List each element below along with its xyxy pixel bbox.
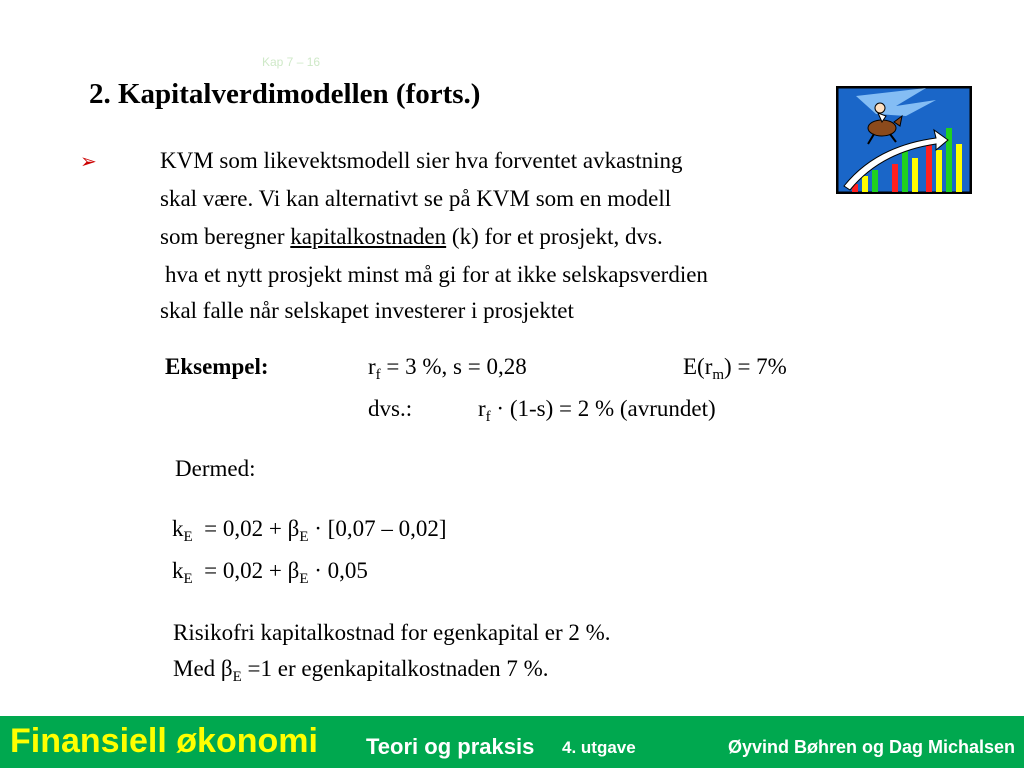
rf-symbol: r	[368, 354, 376, 379]
example-label: Eksempel:	[165, 354, 269, 379]
bullet-arrow-icon: ➢	[80, 151, 97, 173]
slide-title: 2. Kapitalverdimodellen (forts.)	[89, 78, 481, 110]
example-rf	[368, 354, 527, 383]
dermed-text: Dermed:	[175, 456, 256, 481]
eq2-rest: · 0,05	[308, 558, 368, 583]
eq1-beta-sub: E	[299, 529, 309, 545]
conclusion-1: Risikofri kapitalkostnad for egenkapital er 2 %.	[173, 620, 611, 645]
body-line-5: skal falle når selskapet investerer i prosjektet	[160, 298, 574, 323]
eq1-k-sub: E	[183, 529, 193, 545]
example-erm	[683, 354, 787, 383]
eq2-k-sub: E	[183, 571, 193, 587]
equation-1	[172, 516, 447, 545]
calc-symbol: r	[478, 396, 486, 421]
footer-subtitle: Teori og praksis	[366, 734, 535, 759]
concl2-sub: E	[232, 669, 242, 685]
body-line-1: KVM som likevektsmodell sier hva forventet avkastning	[160, 148, 683, 173]
body-line-3-pre: som beregner	[160, 224, 291, 249]
footer-bar	[0, 716, 1024, 768]
rf-values: = 3 %, s = 0,28	[380, 354, 527, 379]
equation-2	[172, 558, 368, 587]
erm-symbol: E(r	[683, 354, 713, 379]
example-dvs: dvs.:	[368, 396, 413, 421]
body-line-3-post: (k) for et prosjekt, dvs.	[446, 224, 663, 249]
erm-value: ) = 7%	[724, 354, 787, 379]
kapitalkostnaden-term: kapitalkostnaden	[290, 224, 447, 249]
body-line-3	[160, 224, 663, 250]
body-line-4: hva et nytt prosjekt minst må gi for at ikke selskapsverdien	[165, 262, 708, 287]
concl2-pre: Med β	[173, 656, 233, 681]
rf-subscript: f	[375, 367, 381, 383]
eq1-k: k	[172, 516, 184, 541]
eq2-mid: = 0,02 + β	[192, 558, 300, 583]
example-calc	[478, 396, 716, 425]
bull-chart-clipart	[836, 86, 972, 194]
conclusion-2	[173, 656, 549, 685]
eq2-k: k	[172, 558, 184, 583]
footer-authors: Øyvind Bøhren og Dag Michalsen	[728, 737, 1016, 757]
eq1-mid: = 0,02 + β	[192, 516, 300, 541]
footer-edition: 4. utgave	[562, 738, 636, 757]
slide-reference: Kap 7 – 16	[262, 55, 321, 69]
eq2-beta-sub: E	[299, 571, 309, 587]
calc-subscript: f	[485, 409, 491, 425]
body-line-2: skal være. Vi kan alternativt se på KVM som en modell	[160, 186, 672, 211]
calc-rest: · (1-s) = 2 % (avrundet)	[490, 396, 716, 421]
footer-book-title: Finansiell økonomi	[10, 722, 318, 760]
eq1-rest: · [0,07 – 0,02]	[308, 516, 447, 541]
erm-subscript: m	[712, 367, 725, 383]
concl2-rest: =1 er egenkapitalkostnaden 7 %.	[241, 656, 549, 681]
